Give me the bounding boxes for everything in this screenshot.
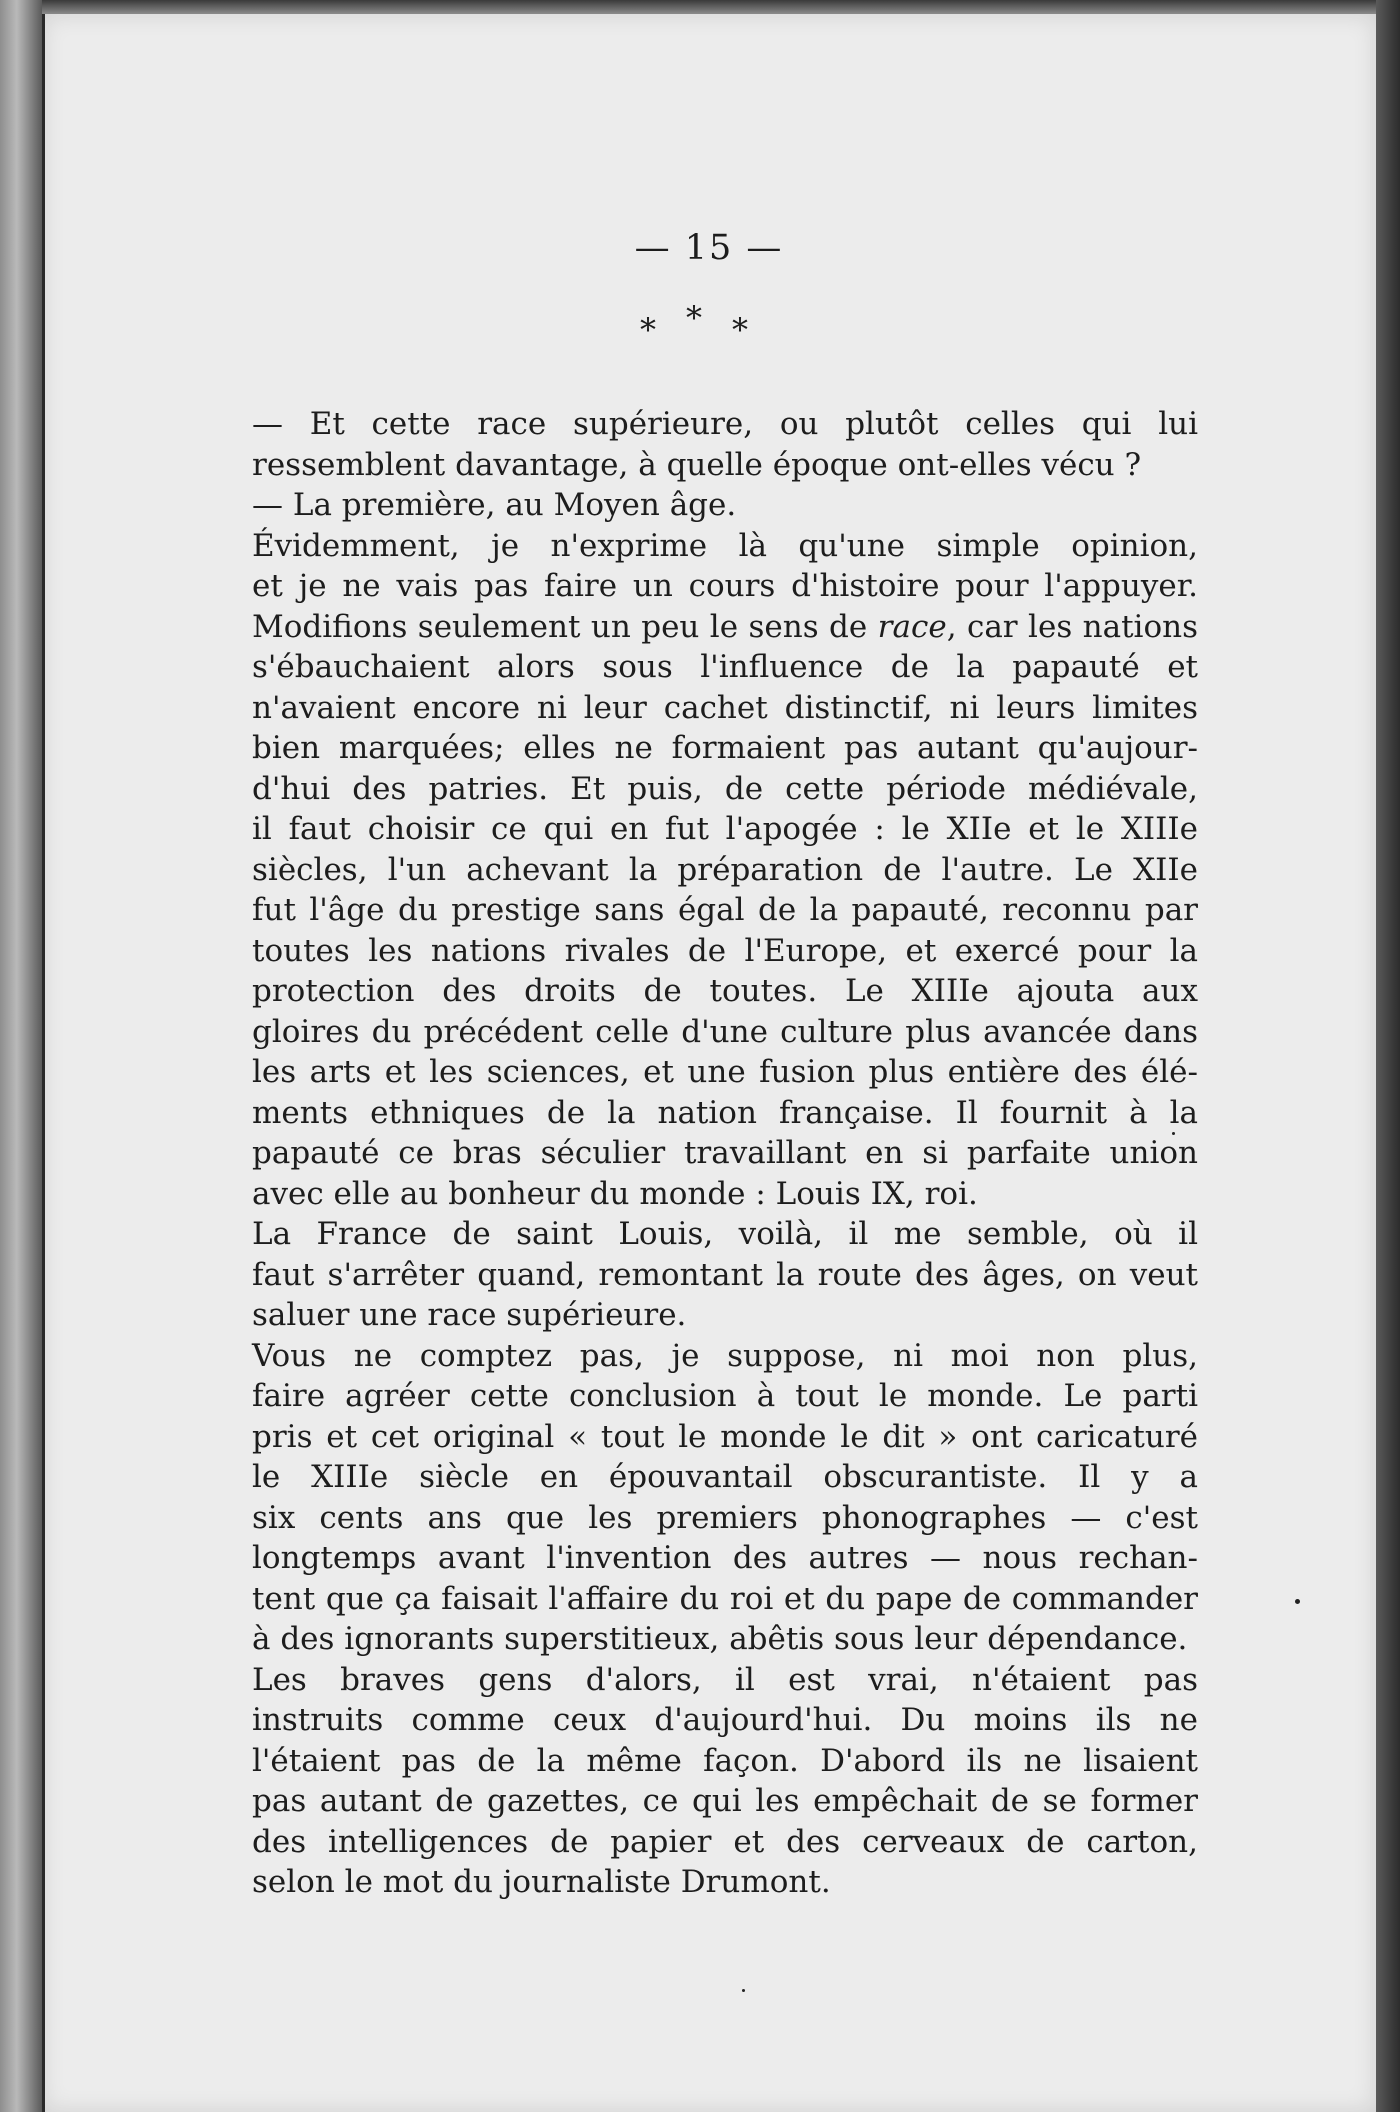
paragraph: [180, 404, 1198, 485]
text-line: des intelligences de papier et des cerveaux de carton,: [252, 1823, 1198, 1860]
text-line: fut l'âge du prestige sans égal de la papauté, reconnu par: [252, 892, 1198, 928]
text-line: six cents ans que les premiers phonographes — c'est: [252, 1499, 1198, 1536]
scan-speck: [742, 1989, 745, 1992]
text-line: à des ignorants superstitieux, abêtis sous leur dépendance.: [252, 1621, 1188, 1657]
scan-speck: [1295, 1599, 1300, 1604]
text-line: il faut choisir ce qui en fut l'apogée : le XIIe et le XIIIe: [252, 811, 1198, 847]
text-line: les arts et les sciences, et une fusion plus entière des élé-: [252, 1054, 1198, 1090]
text-line: le XIIIe siècle en épouvantail obscurantiste. Il y a: [252, 1459, 1198, 1495]
book-page: [42, 14, 1376, 2112]
binding-edge: [42, 14, 45, 2112]
ornament-star: *: [640, 311, 686, 349]
text-line: pas autant de gazettes, ce qui les empêchait de se former: [252, 1783, 1198, 1819]
text-line: faire agréer cette conclusion à tout le monde. Le parti: [252, 1378, 1198, 1414]
text-line: Vous ne comptez pas, je suppose, ni moi non plus,: [252, 1337, 1198, 1374]
paragraph: [180, 1660, 1198, 1903]
text-line: Modifions seulement un peu le sens de race, car les nations: [252, 608, 1199, 645]
paragraph: [180, 485, 1198, 526]
paragraph: [180, 1336, 1198, 1660]
text-line: ressemblent davantage, à quelle époque ont-elles vécu ?: [252, 446, 1142, 483]
scan-right-edge: [1376, 0, 1400, 2112]
paragraph: [180, 526, 1198, 1215]
text-line: pris et cet original « tout le monde le dit » ont caricaturé: [252, 1418, 1198, 1455]
text-line: toutes les nations rivales de l'Europe, et exercé pour la: [252, 932, 1198, 969]
section-ornament: [42, 299, 1376, 349]
text-line: faut s'arrêter quand, remontant la route des âges, on veut: [252, 1256, 1198, 1293]
text-line: papauté ce bras séculier travaillant en si parfaite union: [252, 1135, 1198, 1171]
text-line: l'étaient pas de la même façon. D'abord ils ne lisaient: [252, 1742, 1198, 1779]
text-line: longtemps avant l'invention des autres — nous rechan-: [252, 1540, 1198, 1576]
text-line: n'avaient encore ni leur cachet distinctif, ni leurs limites: [252, 689, 1198, 726]
text-line: Les braves gens d'alors, il est vrai, n'étaient pas: [252, 1661, 1198, 1698]
text-line: et je ne vais pas faire un cours d'histoire pour l'appuyer.: [252, 568, 1198, 604]
text-line: protection des droits de toutes. Le XIIIe ajouta aux: [252, 973, 1198, 1009]
page-body: [180, 404, 1198, 1903]
text-line: — La première, au Moyen âge.: [252, 487, 737, 523]
text-line: bien marquées; elles ne formaient pas autant qu'aujour-: [252, 730, 1198, 766]
text-line: tent que ça faisait l'affaire du roi et du pape de commander: [252, 1580, 1198, 1617]
scan-left-edge: [0, 0, 42, 2112]
text-line: selon le mot du journaliste Drumont.: [252, 1864, 831, 1900]
text-line: d'hui des patries. Et puis, de cette période médiévale,: [252, 770, 1198, 807]
text-line: s'ébauchaient alors sous l'influence de la papauté et: [252, 649, 1198, 685]
text-line: saluer une race supérieure.: [252, 1297, 687, 1333]
ornament-star: *: [686, 299, 732, 337]
ornament-star: *: [732, 311, 778, 349]
text-line: La France de saint Louis, voilà, il me semble, où il: [252, 1216, 1198, 1252]
paragraph: [180, 1214, 1198, 1336]
text-line: ments ethniques de la nation française. Il fournit à la: [252, 1094, 1198, 1131]
text-line: — Et cette race supérieure, ou plutôt celles qui lui: [252, 406, 1198, 442]
text-line: instruits comme ceux d'aujourd'hui. Du moins ils ne: [252, 1702, 1198, 1738]
text-line: avec elle au bonheur du monde : Louis IX, roi.: [252, 1175, 978, 1212]
text-line: Évidemment, je n'exprime là qu'une simple opinion,: [252, 527, 1198, 564]
scan-top-edge: [0, 0, 1400, 14]
text-line: siècles, l'un achevant la préparation de l'autre. Le XIIe: [252, 851, 1198, 888]
page-number: — 15 —: [634, 228, 784, 268]
text-line: gloires du précédent celle d'une culture plus avancée dans: [252, 1013, 1198, 1050]
